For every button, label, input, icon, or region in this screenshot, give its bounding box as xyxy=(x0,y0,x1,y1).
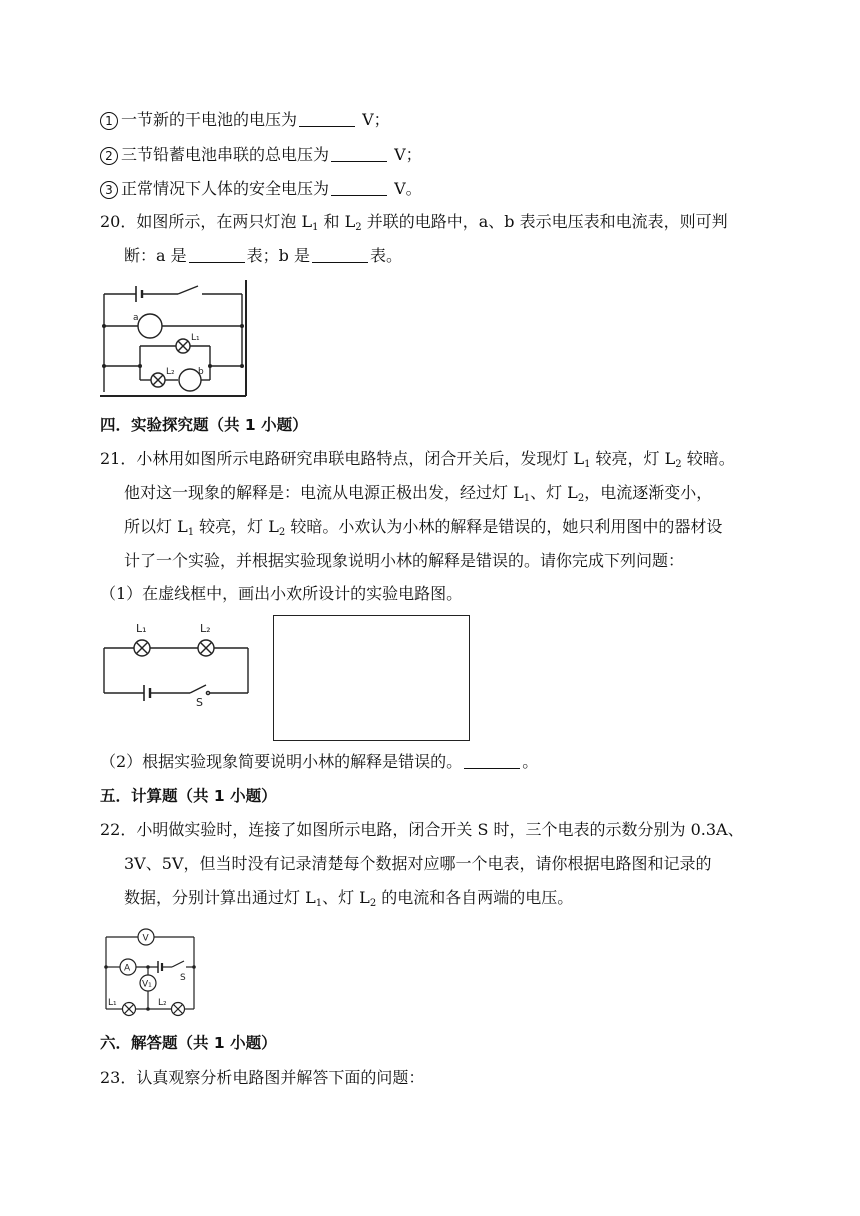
fill-item-unit: V。 xyxy=(394,179,422,198)
text: 较暗。 xyxy=(681,449,735,468)
text: 所以灯 L xyxy=(124,517,188,536)
text: 表。 xyxy=(369,246,402,265)
fill-item-3 xyxy=(100,179,422,199)
answer-drawing-box[interactable] xyxy=(273,615,470,741)
q22-circuit-figure xyxy=(100,925,202,1017)
label-V: V xyxy=(142,933,149,944)
subscript: 2 xyxy=(369,898,377,909)
text: 表；b 是 xyxy=(246,246,310,265)
label-S: S xyxy=(180,973,186,983)
section-4-heading: 四．实验探究题（共 1 小题） xyxy=(100,416,308,434)
section-5-heading: 五．计算题（共 1 小题） xyxy=(100,787,277,805)
q20-line-1 xyxy=(100,212,728,232)
subscript: 1 xyxy=(315,898,323,909)
label-a: a xyxy=(133,313,139,323)
text: 20．如图所示，在两只灯泡 L xyxy=(100,212,313,231)
circled-number: 3 xyxy=(100,181,118,199)
text: 并联的电路中，a、b 表示电压表和电流表，则可判 xyxy=(361,212,728,231)
q20-line-2 xyxy=(124,246,402,266)
q22-line-1: 22．小明做实验时，连接了如图所示电路，闭合开关 S 时，三个电表的示数分别为 0.3A、 xyxy=(100,820,744,839)
answer-blank[interactable] xyxy=(464,753,520,769)
text: 数据，分别计算出通过灯 L xyxy=(124,888,316,907)
subscript: 2 xyxy=(675,459,682,470)
label-L2: L₂ xyxy=(158,998,167,1008)
q20-circuit-figure xyxy=(100,280,250,398)
text: 。 xyxy=(522,752,539,771)
label-b: b xyxy=(198,367,204,377)
q21-part-2 xyxy=(100,752,538,772)
circled-number: 1 xyxy=(100,112,118,130)
text: ，电流逐渐变小， xyxy=(584,483,713,502)
answer-blank[interactable] xyxy=(299,111,355,127)
fill-item-text: 三节铅蓄电池串联的总电压为 xyxy=(121,145,330,164)
answer-blank-b[interactable] xyxy=(312,247,368,263)
subscript: 1 xyxy=(523,493,531,504)
text: 较暗。小欢认为小林的解释是错误的，她只利用图中的器材设 xyxy=(285,517,723,536)
fill-item-text: 正常情况下人体的安全电压为 xyxy=(121,179,330,198)
label-L1: L₁ xyxy=(191,333,200,343)
q21-part-1: （1）在虚线框中，画出小欢所设计的实验电路图。 xyxy=(100,584,463,603)
label-A: A xyxy=(124,963,131,974)
fill-item-unit: V； xyxy=(394,145,422,164)
subscript: 2 xyxy=(577,493,585,504)
subscript: 2 xyxy=(355,222,362,233)
label-V1: V₁ xyxy=(142,979,152,990)
subscript: 1 xyxy=(187,527,195,538)
q21-line-2 xyxy=(124,483,712,503)
q23-line-1: 23．认真观察分析电路图并解答下面的问题： xyxy=(100,1068,425,1087)
q22-line-2: 3V、5V，但当时没有记录清楚每个数据对应哪一个电表，请你根据电路图和记录的 xyxy=(124,854,712,873)
subscript: 1 xyxy=(312,222,319,233)
q21-line-4: 计了一个实验，并根据实验现象说明小林的解释是错误的。请你完成下列问题： xyxy=(124,551,685,570)
text: 较亮，灯 L xyxy=(194,517,279,536)
q21-line-1 xyxy=(100,449,735,469)
subscript: 2 xyxy=(278,527,286,538)
text: 较亮，灯 L xyxy=(590,449,676,468)
text: 断：a 是 xyxy=(124,246,187,265)
text: 21．小林用如图所示电路研究串联电路特点，闭合开关后，发现灯 L xyxy=(100,449,585,468)
text: 、灯 L xyxy=(322,888,370,907)
subscript: 1 xyxy=(584,459,591,470)
fill-item-2 xyxy=(100,145,422,165)
text: （2）根据实验现象简要说明小林的解释是错误的。 xyxy=(100,752,463,771)
text: 和 L xyxy=(318,212,356,231)
label-L2: L₂ xyxy=(200,622,211,635)
circled-number: 2 xyxy=(100,147,118,165)
label-L1: L₁ xyxy=(108,998,117,1008)
section-6-heading: 六．解答题（共 1 小题） xyxy=(100,1034,277,1052)
text: 的电流和各自两端的电压。 xyxy=(376,888,574,907)
text: 他对这一现象的解释是：电流从电源正极出发，经过灯 L xyxy=(124,483,524,502)
answer-blank[interactable] xyxy=(331,180,387,196)
q21-series-circuit-figure xyxy=(100,615,252,707)
q22-line-3 xyxy=(124,888,573,908)
text: 、灯 L xyxy=(530,483,578,502)
q21-line-3 xyxy=(124,517,722,537)
label-S: S xyxy=(196,696,203,707)
label-L2: L₂ xyxy=(166,367,175,377)
answer-blank-a[interactable] xyxy=(189,247,245,263)
fill-item-1 xyxy=(100,110,390,130)
fill-item-text: 一节新的干电池的电压为 xyxy=(121,110,298,129)
fill-item-unit: V； xyxy=(362,110,390,129)
label-L1: L₁ xyxy=(136,622,147,635)
answer-blank[interactable] xyxy=(331,146,387,162)
